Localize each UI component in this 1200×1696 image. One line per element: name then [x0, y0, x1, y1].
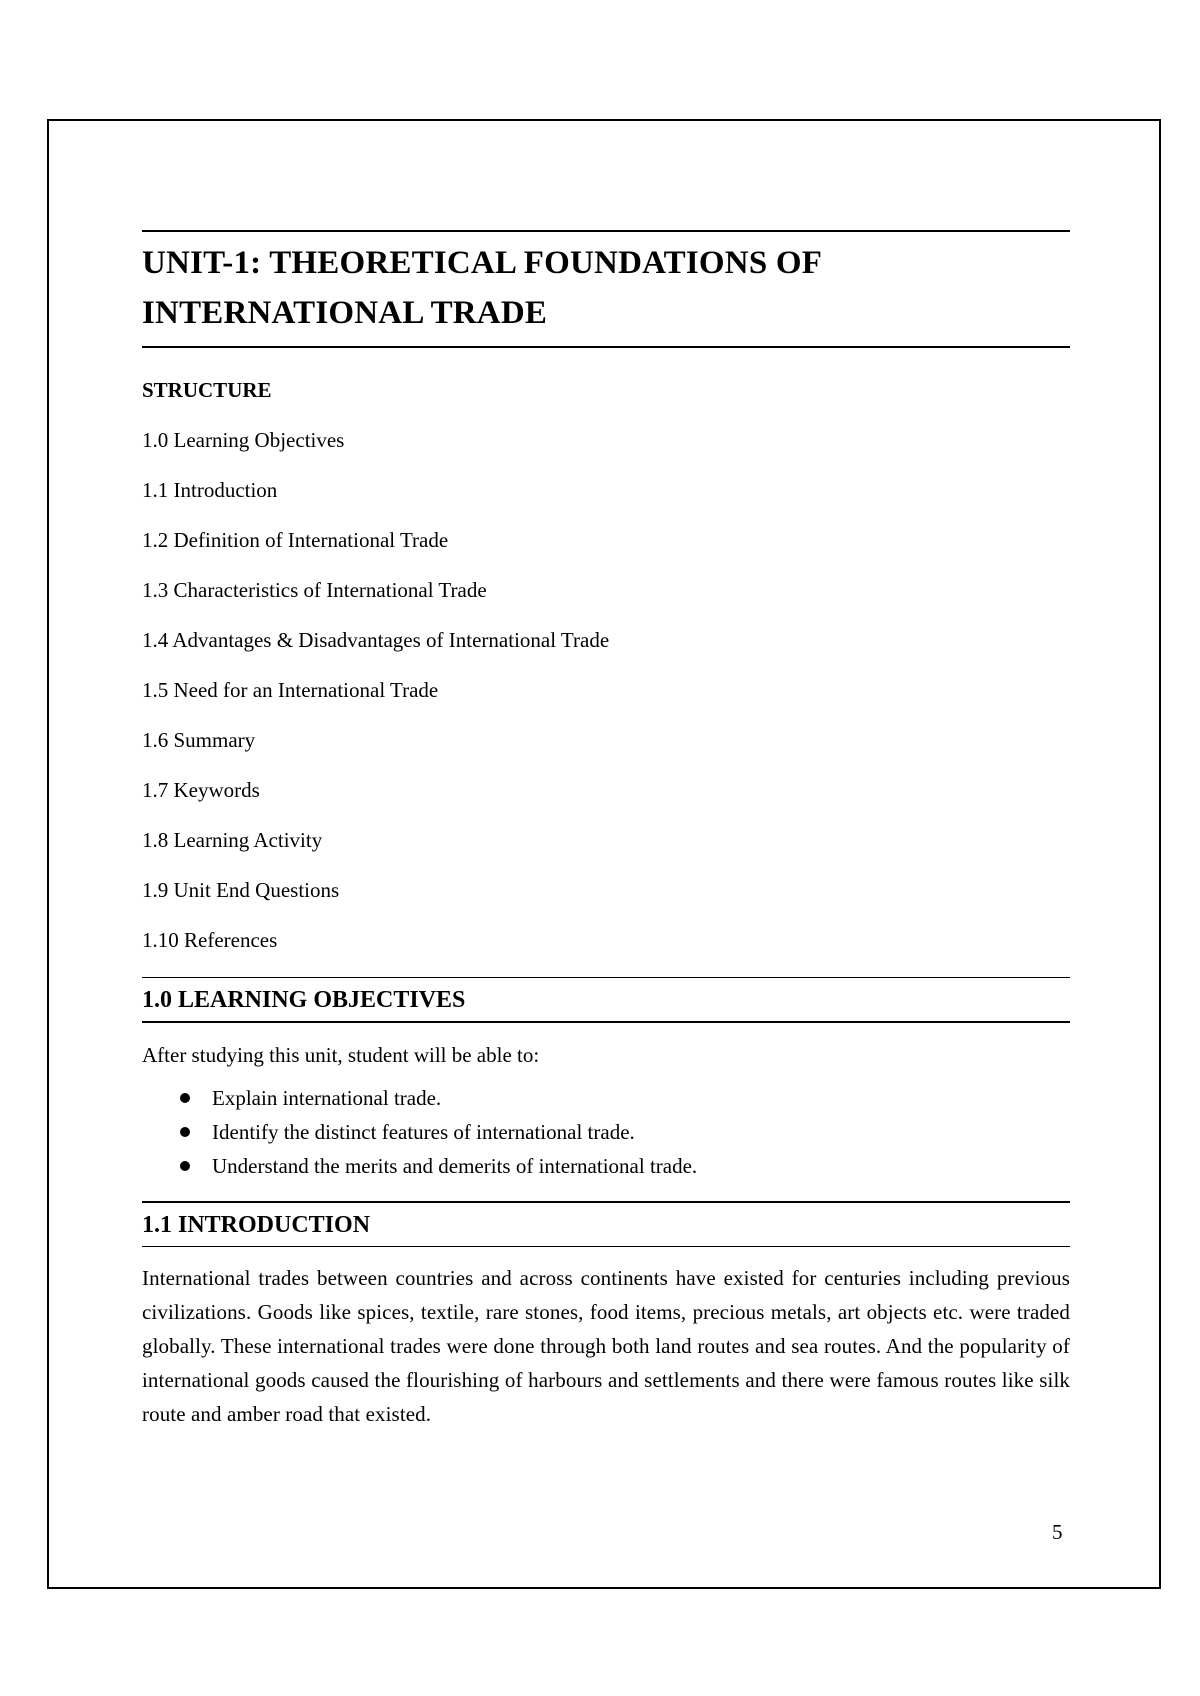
learning-objectives-section: [142, 977, 1070, 1183]
introduction-section: [142, 1201, 1070, 1431]
objective-item: [142, 1149, 1070, 1183]
learning-objectives-heading: 1.0 LEARNING OBJECTIVES: [142, 987, 466, 1013]
objective-item: [142, 1081, 1070, 1115]
bullet-icon: [180, 1161, 190, 1171]
structure-item: 1.6 Summary: [142, 728, 256, 752]
introduction-heading: 1.1 INTRODUCTION: [142, 1212, 371, 1238]
page-number: 5: [1052, 1520, 1063, 1544]
objective-text: Understand the merits and demerits of international trade.: [212, 1154, 698, 1178]
structure-item: 1.1 Introduction: [142, 478, 278, 502]
structure-item: 1.9 Unit End Questions: [142, 878, 340, 902]
structure-item: 1.5 Need for an International Trade: [142, 678, 439, 702]
structure-item: 1.4 Advantages & Disadvantages of International Trade: [142, 628, 610, 652]
objective-text: Explain international trade.: [212, 1086, 442, 1110]
page-content: [142, 230, 1070, 1452]
section-bottom-rule: [142, 1246, 1070, 1247]
structure-item: 1.2 Definition of International Trade: [142, 528, 449, 552]
objective-text: Identify the distinct features of international trade.: [212, 1120, 635, 1144]
structure-list: [142, 428, 1070, 952]
learning-objectives-intro: After studying this unit, student will be able to:: [142, 1043, 540, 1067]
structure-item: 1.7 Keywords: [142, 778, 260, 802]
bullet-icon: [180, 1093, 190, 1103]
structure-item: 1.10 References: [142, 928, 278, 952]
structure-item: 1.0 Learning Objectives: [142, 428, 345, 452]
structure-item: 1.8 Learning Activity: [142, 828, 323, 852]
unit-title-line-2: INTERNATIONAL TRADE: [142, 295, 548, 331]
title-bottom-rule: [142, 346, 1070, 348]
objectives-list: [142, 1081, 1070, 1183]
unit-title: [142, 238, 1070, 338]
introduction-paragraph: International trades between countries and across continents have existed for centuries including previous civilizations. Goods like spices, textile, rare stones, food items, precious metals, art objects etc. were traded globally. These international trades were done through both land routes and sea routes. And the popularity of international goods caused the flourishing of harbours and settlements and there were famous routes like silk route and amber road that existed.: [142, 1266, 1070, 1426]
objective-item: [142, 1115, 1070, 1149]
structure-heading: STRUCTURE: [142, 378, 272, 402]
unit-title-line-1: UNIT-1: THEORETICAL FOUNDATIONS OF: [142, 245, 823, 281]
title-top-rule: [142, 230, 1070, 232]
section-bottom-rule: [142, 1021, 1070, 1023]
bullet-icon: [180, 1127, 190, 1137]
structure-item: 1.3 Characteristics of International Trade: [142, 578, 487, 602]
